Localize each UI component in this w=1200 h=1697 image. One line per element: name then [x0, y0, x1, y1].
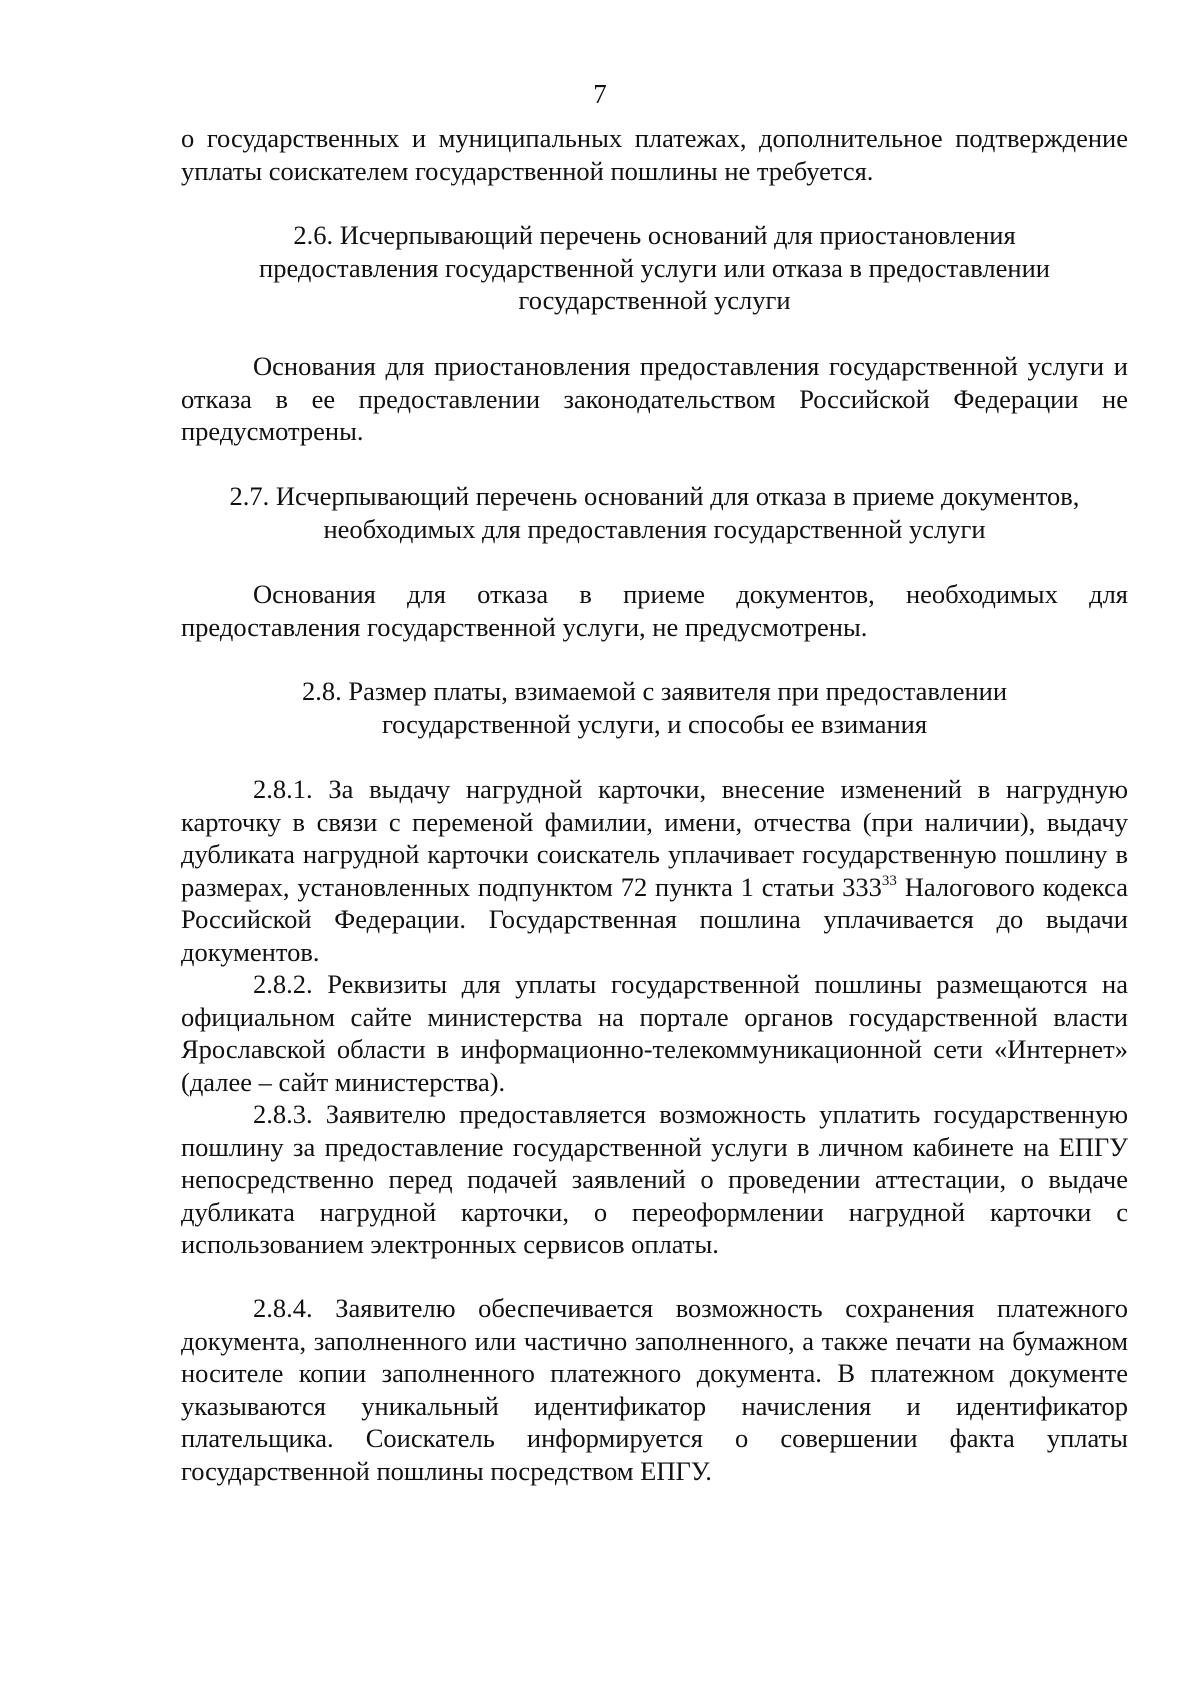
paragraph-text: Основания для отказа в приеме документов, необходимых для предоставления государственной услуги, не предусмотрены.: [181, 579, 1128, 642]
paragraph-text-part: Налогового кодекса Российской Федерации. Государственная пошлина уплачивается до выдачи документов.: [181, 871, 1128, 967]
paragraph-text: 2.8.3. Заявителю предоставляется возможность уплатить государственную пошлину за предоставление государственной услуги в личном кабинете на ЕПГУ непосредственно перед подачей заявлений о проведении аттестации, о выдаче дубликата нагрудной карточки, о переоформлении нагрудной карточки с использованием электронных сервисов оплаты.: [181, 1099, 1128, 1259]
section-2-8-2-paragraph: [181, 968, 1128, 1098]
section-2-8-4-paragraph: [181, 1292, 1128, 1487]
section-2-7-paragraph: [181, 578, 1128, 643]
section-2-7-heading: [181, 480, 1128, 545]
section-2-6-heading: [181, 219, 1128, 317]
paragraph-text: 2.8.4. Заявителю обеспечивается возможность сохранения платежного документа, заполненного или частично заполненного, а также печати на бумажном носителе копии заполненного платежного документа. В платежном документе указываются уникальный идентификатор начисления и идентификатор плательщика. Соискатель информируется о совершении факта уплаты государственной пошлины посредством ЕПГУ.: [181, 1293, 1128, 1486]
superscript-index: 33: [881, 872, 897, 889]
heading-text: 2.8. Размер платы, взимаемой с заявителя при предоставлении государственной услуги, и способы ее взимания: [301, 676, 1008, 739]
section-2-6-paragraph: [181, 350, 1128, 448]
heading-text: 2.7. Исчерпывающий перечень оснований для отказа в приеме документов, необходимых для предоставления государственной услуги: [229, 481, 1080, 544]
paragraph-text: Основания для приостановления предоставления государственной услуги и отказа в ее предоставлении законодательством Российской Федерации не предусмотрены.: [181, 351, 1128, 446]
section-2-8-1-paragraph: [181, 773, 1128, 968]
paragraph-text: 2.8.2. Реквизиты для уплаты государственной пошлины размещаются на официальном сайте министерства на портале органов государственной власти Ярославской области в информационно-телекоммуникационной сети «Интернет» (далее – сайт министерства).: [181, 969, 1128, 1097]
paragraph-text-part: 2.8.1. За выдачу нагрудной карточки, внесение изменений в нагрудную карточку в связи с переменой фамилии, имени, отчества (при наличии), выдачу дубликата нагрудной карточки соискатель уплачивает государственную пошлину в размерах, установленных подпунктом 72 пункта 1 статьи 333: [181, 774, 1128, 902]
heading-text: 2.6. Исчерпывающий перечень оснований для приостановления предоставления государственной услуги или отказа в предоставлении государственной услуги: [259, 220, 1050, 315]
page-number: 7: [593, 79, 607, 109]
paragraph-text: [181, 773, 1128, 968]
section-2-8-heading: [181, 675, 1128, 740]
section-2-8-3-paragraph: [181, 1098, 1128, 1261]
paragraph-continuation: [181, 122, 1128, 187]
paragraph-text: о государственных и муниципальных платежах, дополнительное подтверждение уплаты соискателем государственной пошлины не требуется.: [181, 123, 1128, 186]
